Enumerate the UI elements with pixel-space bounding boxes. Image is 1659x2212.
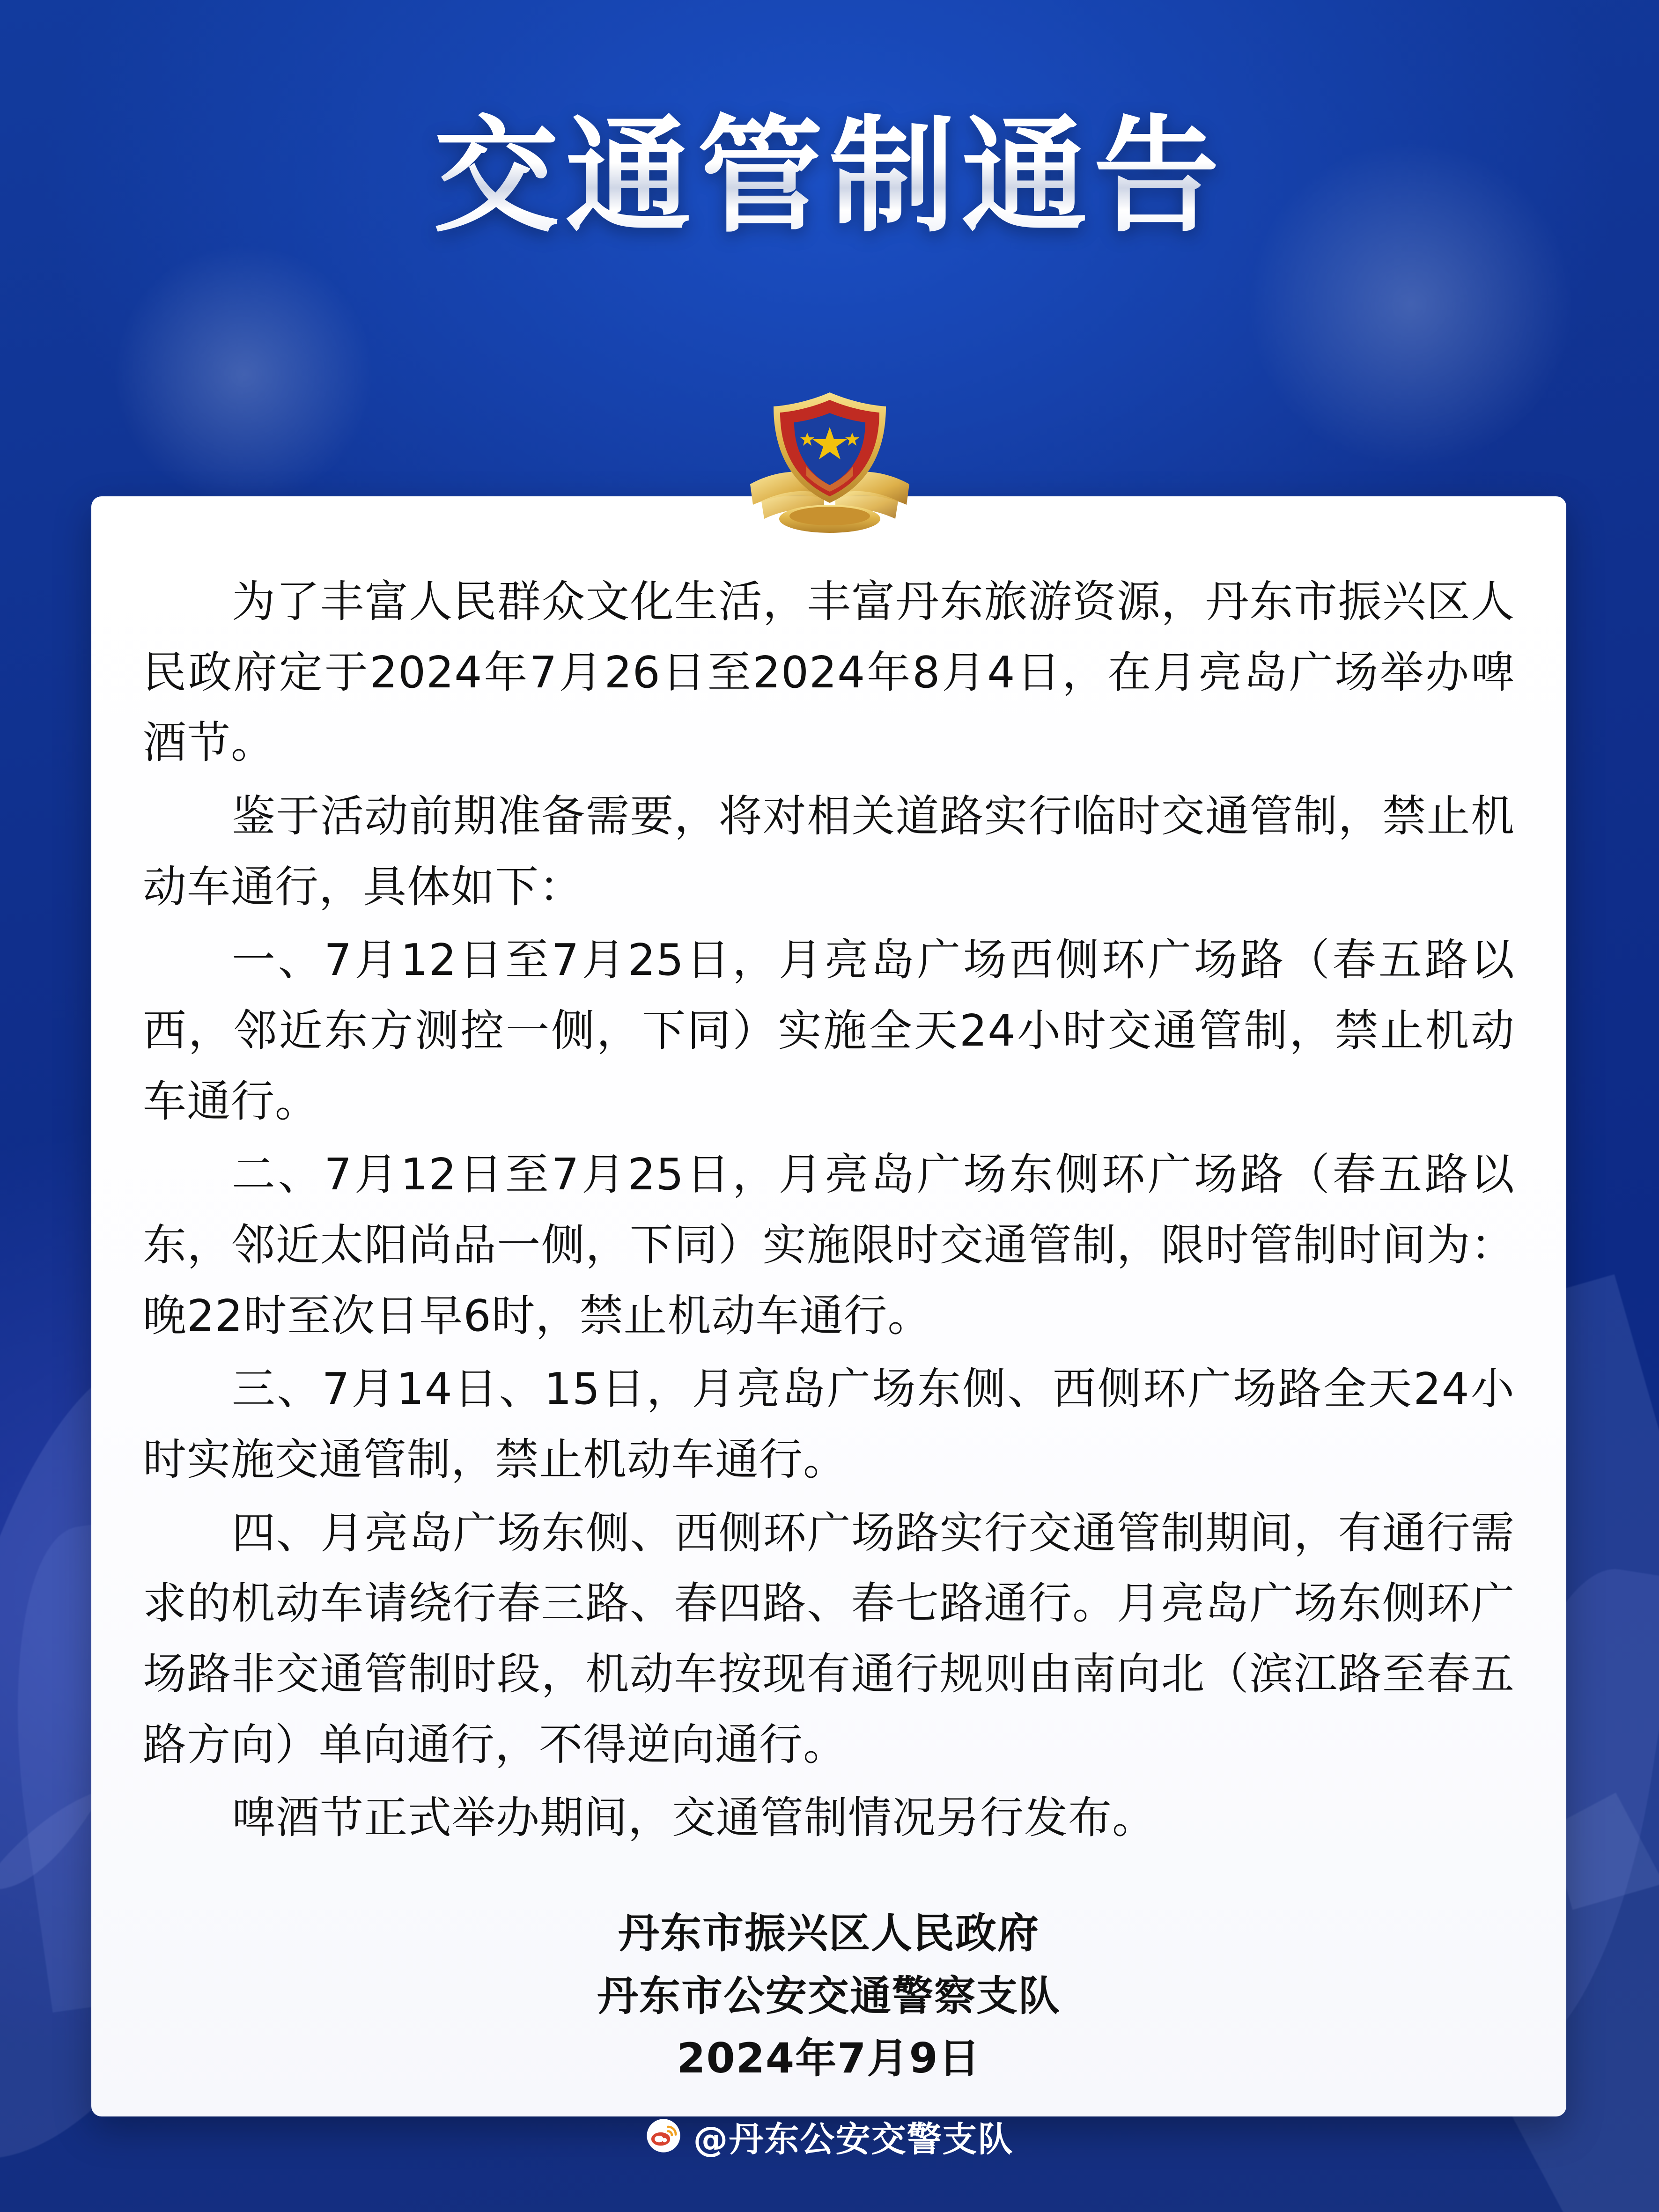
notice-paragraph: 啤酒节正式举办期间，交通管制情况另行发布。 [232, 1792, 1156, 1843]
notice-paragraph: 为了丰富人民群众文化生活，丰富丹东旅游资源，丹东市振兴区人民政府定于2024年7月26日至2024年8月4日，在月亮岛广场举办啤酒节。 [143, 576, 1515, 768]
signature-authority-government: 丹东市振兴区人民政府 [618, 1909, 1040, 1957]
footer-account [0, 2112, 1659, 2161]
china-police-emblem-icon [741, 384, 919, 538]
background-glow [112, 243, 375, 506]
signature-authority-police: 丹东市公安交通警察支队 [597, 1971, 1061, 2020]
notice-paragraph: 四、月亮岛广场东侧、西侧环广场路实行交通管制期间，有通行需求的机动车请绕行春三路、春四路、春七路通行。月亮岛广场东侧环广场路非交通管制时段，机动车按现有通行规则由南向北（滨江路至春五路方向）单向通行，不得逆向通行。 [143, 1507, 1515, 1770]
notice-card [91, 496, 1566, 2116]
notice-paragraph: 二、7月12日至7月25日，月亮岛广场东侧环广场路（春五路以东，邻近太阳尚品一侧，下同）实施限时交通管制，限时管制时间为：晚22时至次日早6时，禁止机动车通行。 [143, 1149, 1515, 1341]
notice-paragraph: 一、7月12日至7月25日，月亮岛广场西侧环广场路（春五路以西，邻近东方测控一侧，下同）实施全天24小时交通管制，禁止机动车通行。 [143, 935, 1515, 1127]
weibo-handle: @丹东公安交警支队 [693, 2119, 1014, 2160]
notice-body [143, 567, 1515, 1853]
notice-paragraph: 鉴于活动前期准备需要，将对相关道路实行临时交通管制，禁止机动车通行，具体如下： [143, 790, 1515, 912]
notice-paragraph: 三、7月14日、15日，月亮岛广场东侧、西侧环广场路全天24小时实施交通管制，禁止机动车通行。 [143, 1364, 1515, 1485]
signature-block [143, 1902, 1515, 2090]
page-title: 交通管制通告 [0, 108, 1659, 246]
signature-date: 2024年7月9日 [677, 2034, 981, 2083]
weibo-icon [646, 2118, 681, 2156]
